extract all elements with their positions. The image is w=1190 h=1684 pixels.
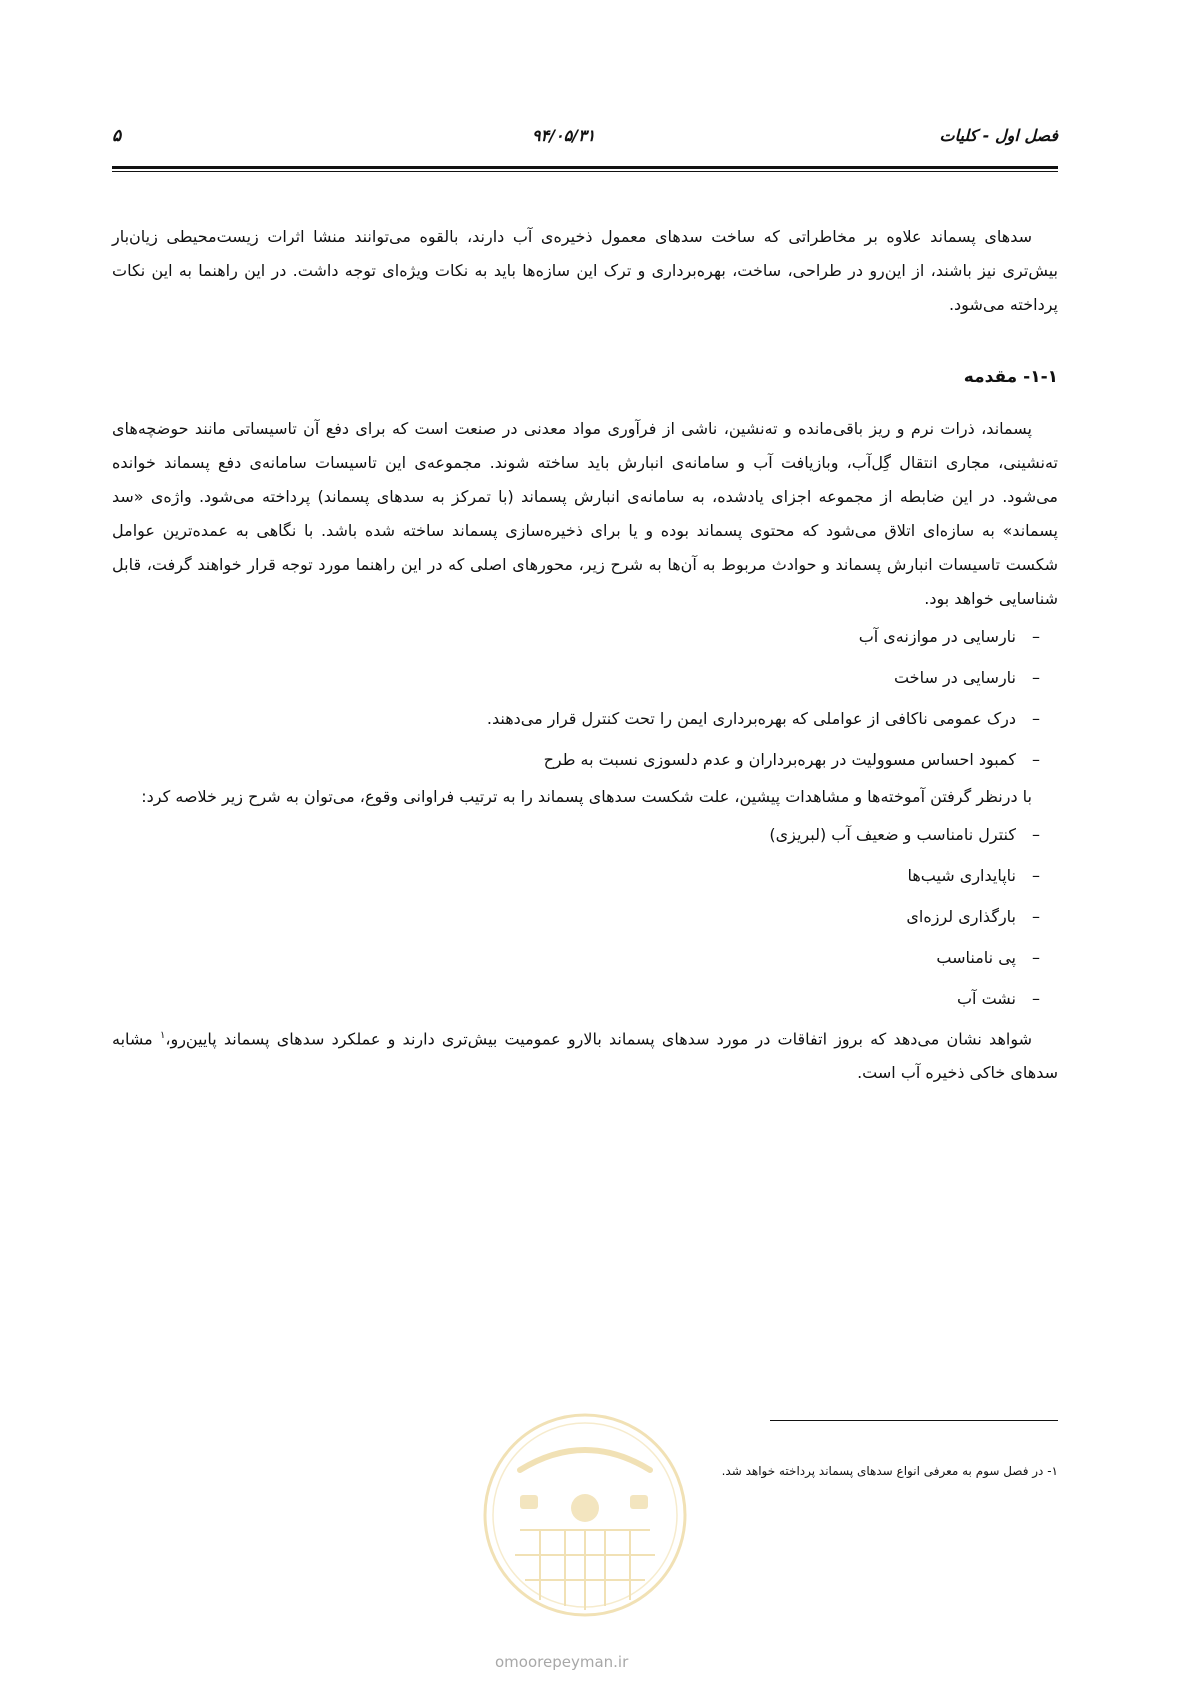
list-item: –پی نامناسب xyxy=(112,937,1040,978)
intro-section-paragraph: پسماند، ذرات نرم و ریز باقی‌مانده و ته‌نشین، ناشی از فرآوری مواد معدنی در صنعت است که برای دفع آن تاسیساتی مانند حوضچه‌های ته‌نشینی، مجاری انتقال گِل‌آب، وبازیافت آب و سامانه‌ی انبارش باید ساخته شوند. مجموعه‌ی این تاسیسات سامانه‌ی دفع پسماند خوانده می‌شود. در این ضابطه از مجموعه اجزای یادشده، به سامانه‌ی انبارش پسماند (با تمرکز به سدهای پسماند) پرداخته می‌شود. واژه‌ی «سد پسماند» به سازه‌ای اتلاق می‌شود که محتوی پسماند بوده و یا برای ذخیره‌سازی پسماند ساخته شده باشد. با نگاهی به عمده‌ترین عوامل شکست تاسیسات انبارش پسماند و حوادث مربوط به آن‌ها به شرح زیر، محورهای اصلی که در این راهنما مورد توجه قرار خواهند گرفت، قابل شناسایی خواهد بود. xyxy=(112,419,1058,608)
intro-paragraph: سدهای پسماند علاوه بر مخاطراتی که ساخت سدهای معمول ذخیره‌ی آب دارند، بالقوه می‌توانند منشا اثرات زیست‌محیطی زیان‌بار بیش‌تری نیز باشند، از این‌رو در طراحی، ساخت، بهره‌برداری و ترک این سازه‌ها باید به نکات ویژه‌ای توجه داشت. در این راهنما به این نکات پرداخته می‌شود. xyxy=(112,227,1058,314)
watermark-logo xyxy=(480,1410,690,1620)
list-item: –بارگذاری لرزه‌ای xyxy=(112,896,1040,937)
footnote-reference: ۱ xyxy=(159,1030,166,1041)
header-rule-thin xyxy=(112,171,1058,172)
closing-paragraph: شواهد نشان می‌دهد که بروز اتفاقات در مورد سدهای پسماند بالارو عمومیت بیش‌تری دارند و عملکرد سدهای پسماند پایین‌رو،$^۱$ مشابه سدهای خاکی ذخیره آب است. xyxy=(112,1029,1058,1083)
dash-bullet: – xyxy=(1032,709,1040,728)
dash-bullet: – xyxy=(1032,989,1040,1008)
dash-bullet: – xyxy=(1032,825,1040,844)
footnote-rule xyxy=(770,1420,1058,1421)
header-rule xyxy=(112,166,1058,169)
page-body xyxy=(112,220,1058,1090)
footnote: ۱- در فصل سوم به معرفی انواع سدهای پسماند پرداخته خواهد شد. xyxy=(721,1464,1058,1478)
list-item: –درک عمومی ناکافی از عواملی که بهره‌برداری ایمن را تحت کنترل قرار می‌دهند. xyxy=(112,698,1040,739)
list-item: –کمبود احساس مسوولیت در بهره‌برداران و عدم دلسوزی نسبت به طرح xyxy=(112,739,1040,780)
page-header xyxy=(112,126,1058,156)
list-item: –نارسایی در موازنه‌ی آب xyxy=(112,616,1040,657)
failure-causes-list xyxy=(112,616,1058,780)
dash-bullet: – xyxy=(1032,668,1040,687)
summary-paragraph: با درنظر گرفتن آموخته‌ها و مشاهدات پیشین، علت شکست سدهای پسماند را به ترتیب فراوانی وقوع، می‌توان به شرح زیر خلاصه کرد: xyxy=(141,787,1032,806)
chapter-title: فصل اول - کلیات xyxy=(939,126,1058,145)
list-item: –ناپایداری شیب‌ها xyxy=(112,855,1040,896)
seal-icon xyxy=(480,1410,690,1620)
watermark-url: omoorepeyman.ir xyxy=(495,1653,629,1671)
section-heading: ۱-۱- مقدمه xyxy=(963,367,1058,387)
dash-bullet: – xyxy=(1032,907,1040,926)
dash-bullet: – xyxy=(1032,948,1040,967)
list-item: –نارسایی در ساخت xyxy=(112,657,1040,698)
header-date: ۹۴/۰۵/۳۱ xyxy=(532,126,596,145)
dash-bullet: – xyxy=(1032,866,1040,885)
list-item: –کنترل نامناسب و ضعیف آب (لبریزی) xyxy=(112,814,1040,855)
page-number: ۵ xyxy=(112,126,122,146)
dam-failure-list xyxy=(112,814,1058,1019)
list-item: –نشت آب xyxy=(112,978,1040,1019)
dash-bullet: – xyxy=(1032,750,1040,769)
dash-bullet: – xyxy=(1032,627,1040,646)
